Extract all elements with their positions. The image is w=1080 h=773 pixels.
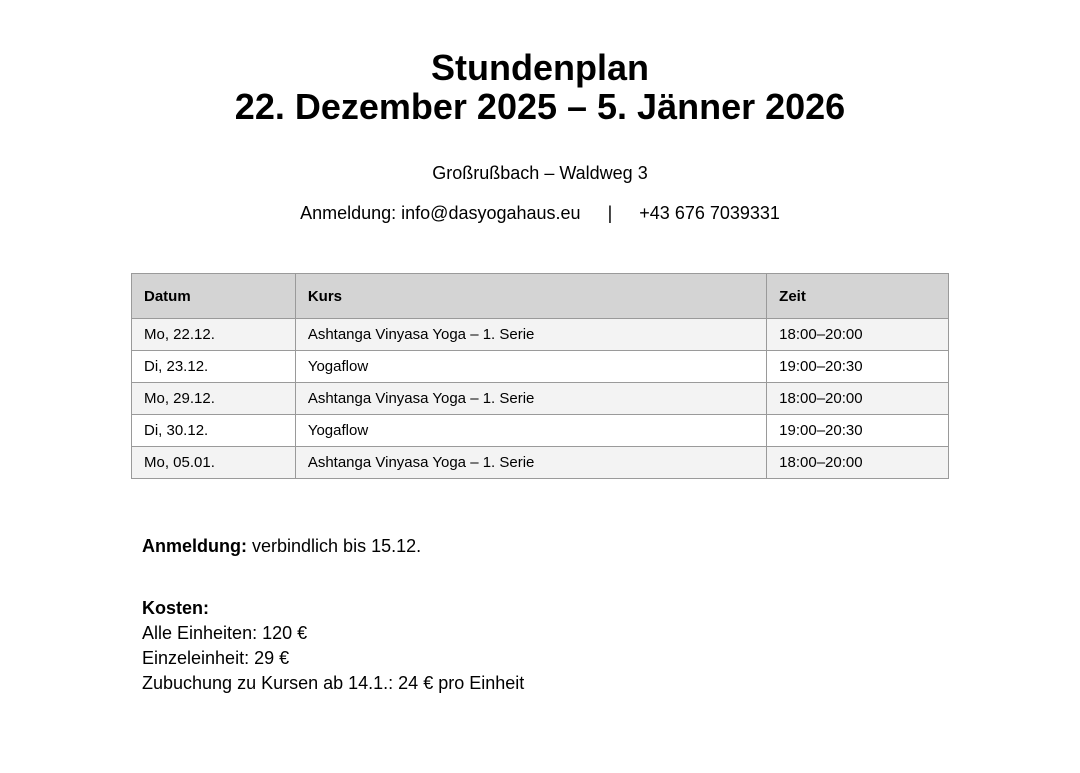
table-row — [132, 351, 949, 383]
registration-label: Anmeldung: — [142, 536, 247, 556]
cell-course: Ashtanga Vinyasa Yoga – 1. Serie — [295, 447, 766, 479]
cell-date: Di, 30.12. — [132, 415, 296, 447]
cost-line-addon: Zubuchung zu Kursen ab 14.1.: 24 € pro Einheit — [142, 673, 525, 693]
cell-date: Mo, 05.01. — [132, 447, 296, 479]
column-header-time: Zeit — [767, 274, 949, 319]
contact-separator: | — [607, 203, 613, 223]
cell-time: 18:00–20:00 — [767, 447, 949, 479]
page-title: Stundenplan — [431, 47, 649, 88]
cell-course: Yogaflow — [295, 351, 766, 383]
contact-line — [0, 202, 1080, 224]
cell-course: Ashtanga Vinyasa Yoga – 1. Serie — [295, 319, 766, 351]
registration-note — [142, 534, 421, 559]
schedule-table — [131, 273, 949, 479]
column-header-date: Datum — [132, 274, 296, 319]
cell-time: 19:00–20:30 — [767, 415, 949, 447]
column-header-course: Kurs — [295, 274, 766, 319]
table-row — [132, 383, 949, 415]
title-block — [0, 48, 1080, 126]
table-row — [132, 319, 949, 351]
cell-time: 18:00–20:00 — [767, 383, 949, 415]
cell-time: 18:00–20:00 — [767, 319, 949, 351]
contact-label: Anmeldung: — [300, 203, 397, 223]
registration-text: verbindlich bis 15.12. — [252, 536, 422, 556]
table-header-row — [132, 274, 949, 319]
phone-number[interactable]: +43 676 7039331 — [639, 203, 780, 223]
costs-section — [142, 596, 524, 696]
cell-date: Mo, 29.12. — [132, 383, 296, 415]
table-row — [132, 447, 949, 479]
cell-course: Yogaflow — [295, 415, 766, 447]
cost-line-single: Einzeleinheit: 29 € — [142, 648, 290, 668]
cost-line-all: Alle Einheiten: 120 € — [142, 623, 308, 643]
cell-date: Di, 23.12. — [132, 351, 296, 383]
date-range-title: 22. Dezember 2025 – 5. Jänner 2026 — [234, 86, 846, 127]
cell-date: Mo, 22.12. — [132, 319, 296, 351]
table-row — [132, 415, 949, 447]
cell-time: 19:00–20:30 — [767, 351, 949, 383]
cell-course: Ashtanga Vinyasa Yoga – 1. Serie — [295, 383, 766, 415]
location-text: Großrußbach – Waldweg 3 — [432, 163, 648, 183]
costs-label: Kosten: — [142, 598, 209, 618]
email-address[interactable]: info@dasyogahaus.eu — [401, 203, 581, 223]
